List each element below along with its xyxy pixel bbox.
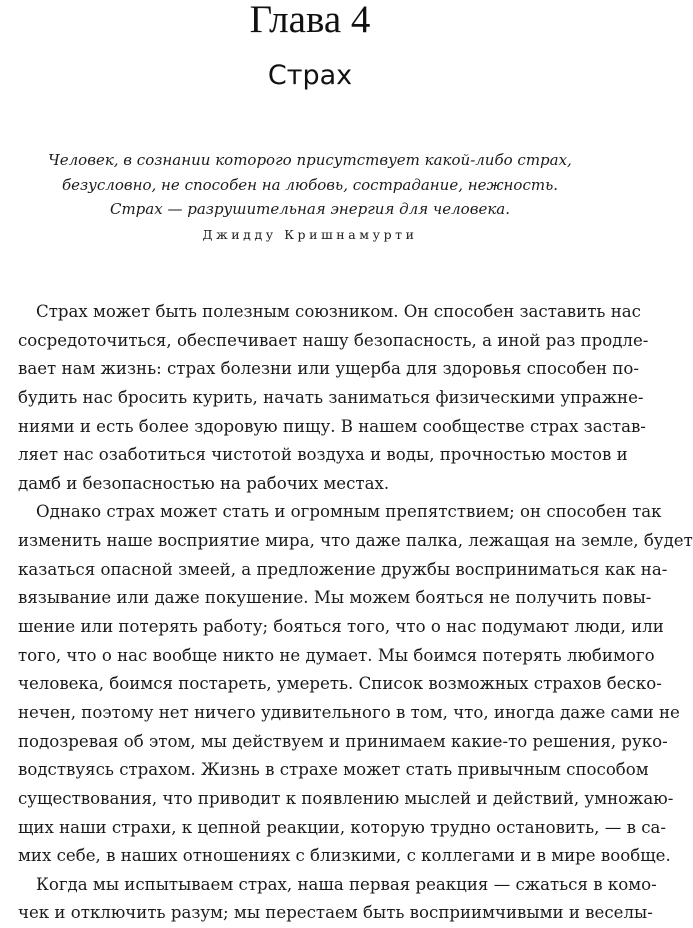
paragraph-2-line: существования, что приводит к появлению мыслей и действий, умножаю- xyxy=(18,788,674,808)
paragraph-2-line: мих себе, в наших отношениях с близкими, с коллегами и в мире вообще. xyxy=(18,846,671,866)
body-text xyxy=(18,298,693,928)
paragraph-3-line: Когда мы испытываем страх, наша первая реакция — сжаться в комо- xyxy=(36,874,657,894)
paragraph-2-line: щих наши страхи, к цепной реакции, которую трудно остановить, — в са- xyxy=(18,817,667,837)
epigraph-line: Страх — разрушительная энергия для человека. xyxy=(109,200,510,218)
paragraph-2-line: подозревая об этом, мы действуем и принимаем какие-то решения, руко- xyxy=(18,731,668,751)
paragraph-1-line: будить нас бросить курить, начать заниматься физическими упражне- xyxy=(18,387,644,407)
paragraph-2-line: нечен, поэтому нет ничего удивительного в том, что, иногда даже сами не xyxy=(18,702,680,722)
paragraph-2-line: вязывание или даже покушение. Мы можем бояться не получить повы- xyxy=(18,588,652,608)
chapter-title: Страх xyxy=(267,60,353,91)
paragraph-1-line: Страх может быть полезным союзником. Он способен заставить нас xyxy=(36,302,641,321)
paragraph-2-line: человека, боимся постареть, умереть. Список возможных страхов беско- xyxy=(18,674,662,694)
epigraph-author: Джидду Кришнамурти xyxy=(202,227,418,242)
paragraph-3-line: чек и отключить разум; мы перестаем быть восприимчивыми и веселы- xyxy=(18,903,653,923)
paragraph-2-line: того, что о нас вообще никто не думает. Мы боимся потерять любимого xyxy=(18,645,655,665)
paragraph-1-line: сосредоточиться, обеспечивает нашу безопасность, а иной раз продле- xyxy=(18,330,649,350)
paragraph-2-line: казаться опасной змеей, а предложение дружбы восприниматься как на- xyxy=(18,559,668,579)
epigraph-line: безусловно, не способен на любовь, сострадание, нежность. xyxy=(61,175,559,194)
paragraph-1-line: ниями и есть более здоровую пищу. В нашем сообществе страх застав- xyxy=(18,416,646,436)
paragraph-2-line: изменить наше восприятие мира, что даже палка, лежащая на земле, будет xyxy=(18,531,693,551)
paragraph-1-line: ляет нас озаботиться чистотой воздуха и воды, прочностью мостов и xyxy=(18,445,628,465)
paragraph-2-line: водствуясь страхом. Жизнь в страхе может стать привычным способом xyxy=(18,760,649,780)
epigraph-line: Человек, в сознании которого присутствует какой-либо страх, xyxy=(48,151,572,169)
epigraph xyxy=(0,148,620,222)
paragraph-1-line: дамб и безопасностью на рабочих местах. xyxy=(18,473,390,493)
paragraph-2-line: шение или потерять работу; бояться того, что о нас подумают люди, или xyxy=(18,617,664,637)
chapter-number: Глава 4 xyxy=(249,0,371,41)
paragraph-1-line: вает нам жизнь: страх болезни или ущерба для здоровья способен по- xyxy=(18,359,640,379)
paragraph-2-line: Однако страх может стать и огромным препятствием; он способен так xyxy=(36,502,662,522)
